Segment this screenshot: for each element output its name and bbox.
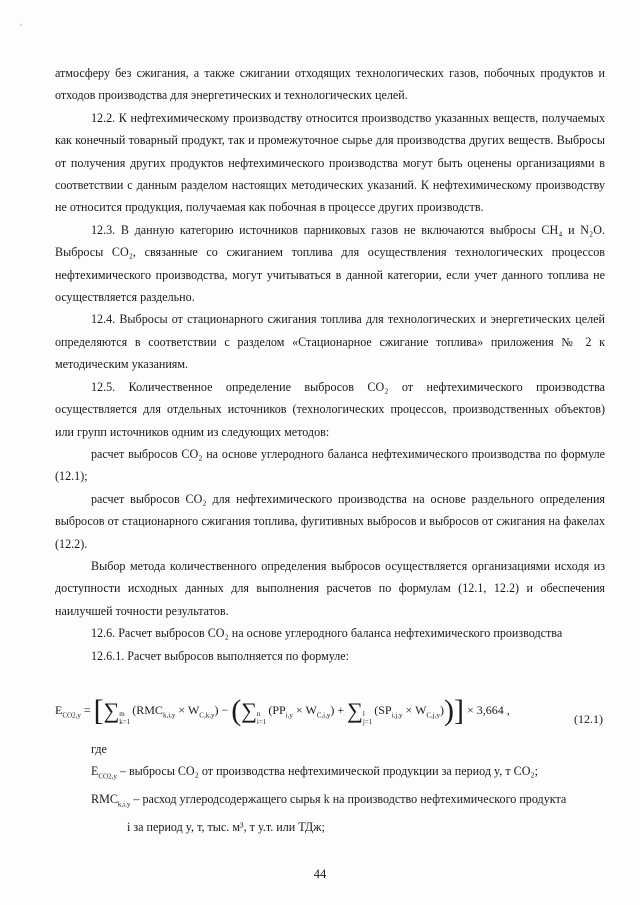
paragraph: расчет выбросов CO₂ на основе углеродного баланса нефтехимического производства по формуле (12.1); — [55, 446, 605, 484]
formula-12-1 — [55, 688, 615, 736]
paragraph: Выбор метода количественного определения выбросов осуществляется организациями исходя из доступности исходных данных для выполнения расчетов по формулам (12.1, 12.2) и обеспечения наилучшей точности результатов. — [55, 558, 605, 618]
paragraph: 12.2. К нефтехимическому производству относится производство указанных веществ, получаемых как конечный товарный продукт, так и промежуточное сырье для производства других веществ. Выбросы от получения других продуктов нефтехимического производства могут быть оценены организациями в соответствии с данным разделом настоящих методических указаний. К нефтехимическому производству не относится продукция, получаемая как побочная в процессе других производств. — [55, 110, 605, 215]
definition-item: $E_{CO2,y}$ – выбросы CO₂ от производства нефтехимической продукции за период y, т CO₂; — [91, 764, 539, 781]
paragraph: 12.5. Количественное определение выбросов CO₂ от нефтехимического производства осуществляется для отдельных источников (технологических процессов, производственных объектов) или групп источников одним из следующих методов: — [55, 379, 605, 439]
paragraph: 12.4. Выбросы от стационарного сжигания топлива для технологических и энергетических целей определяются в соответствии с разделом «Стационарное сжигание топлива» приложения № 2 к методическим указаниям. — [55, 312, 605, 372]
paragraph: 12.6. Расчет выбросов CO₂ на основе углеродного баланса нефтехимического производства — [91, 626, 563, 641]
formula-number: (12.1) — [574, 712, 603, 726]
page-number: 44 — [313, 867, 327, 881]
where-label: где — [91, 742, 107, 756]
paragraph: атмосферу без сжигания, а также сжигании отходящих технологических газов, побочных продуктов и отходов производства для энергетических и технологических целей. — [55, 66, 605, 103]
corner-mark: ʹ — [20, 22, 22, 32]
definitions — [55, 738, 605, 838]
definition-continuation: i за период y, т, тыс. м³, т у.т. или ТДж; — [127, 820, 325, 835]
definition-item: $RMC_{k,i,y}$ – расход углеродсодержащего сырья k на производство нефтехимического продукта — [91, 792, 567, 809]
paragraph: 12.6.1. Расчет выбросов выполняется по формуле: — [91, 648, 350, 663]
paragraph: 12.3. В данную категорию источников парниковых газов не включаются выбросы CH₄ и N₂O. Выбросы CO₂, связанные со сжиганием топлива для осуществления технологических процессов нефтехимического производства, могут учитываться в данной категории, если учет данного топлива не осуществляется раздельно. — [55, 222, 605, 305]
formula-expression: $E_{CO2,y}$ = [∑ m k=1 $(RMC_{k,i,y} \times W_{C,k,y})$ − (∑ n i=1 $(PP_{i,y} \times W_{C,i,y})$ + ∑ l j=1 $(SP_{i,j,y} \times W_{C,j,y}))] \times 3,664$ , — [55, 694, 510, 727]
body-text — [55, 62, 605, 667]
paragraph: расчет выбросов CO₂ для нефтехимического производства на основе раздельного определения выбросов от стационарного сжигания топлива, фугитивных выбросов и выбросов от сжигания на факелах (12.2). — [55, 491, 605, 551]
